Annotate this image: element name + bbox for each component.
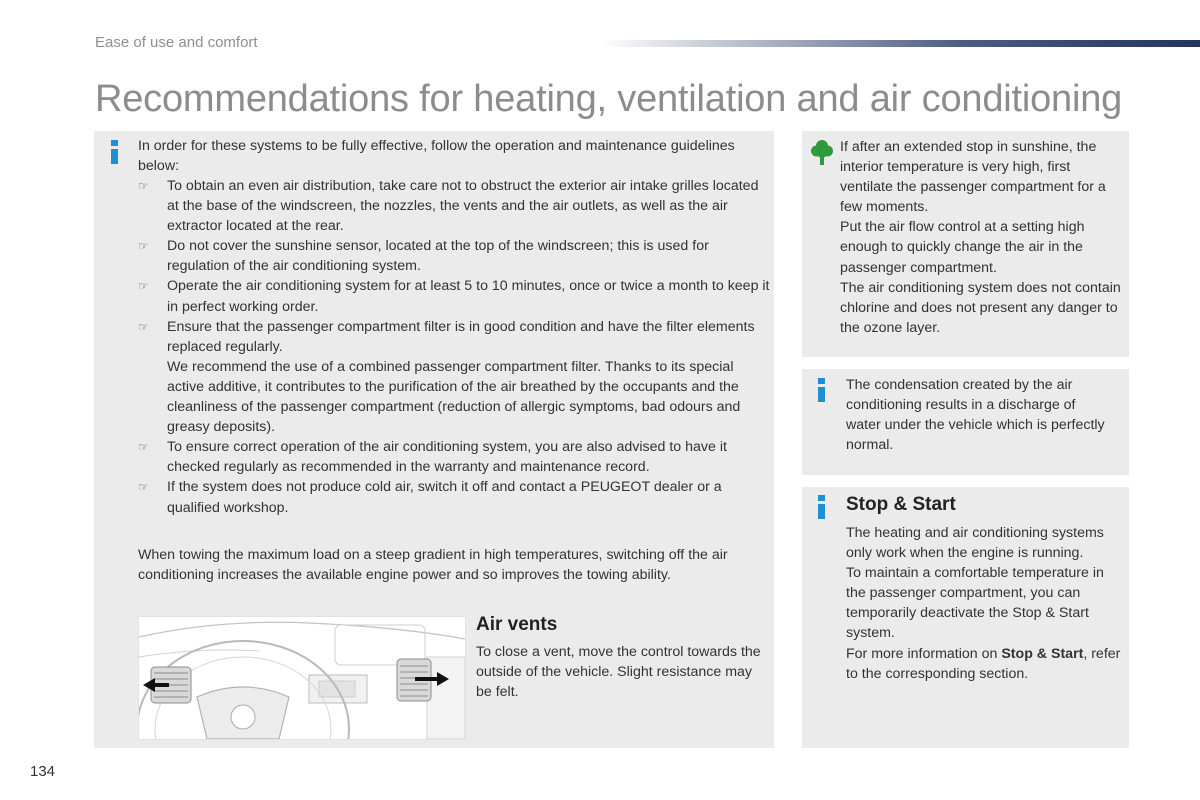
list-item [138, 176, 770, 236]
list-item-text: Ensure that the passenger compartment filter is in good condition and have the filter elements replaced regularly. [167, 318, 755, 355]
guideline-list [138, 176, 770, 518]
page-title: Recommendations for heating, ventilation and air conditioning [95, 78, 1123, 120]
list-item-text: To ensure correct operation of the air conditioning system, you are also advised to have it checked regularly as recommended in the warranty and maintenance record. [167, 439, 727, 476]
list-item-text: Operate the air conditioning system for at least 5 to 10 minutes, once or twice a month to keep it in perfect working order. [167, 278, 770, 315]
list-item [138, 437, 770, 477]
condensation-text: The condensation created by the air conditioning results in a discharge of water under the vehicle which is perfectly normal. [846, 377, 1105, 454]
section-header: Ease of use and comfort [95, 34, 258, 51]
bullet-icon: ☞ [138, 239, 149, 254]
dashboard-drawing [139, 617, 465, 739]
sunshine-text [840, 137, 1125, 338]
list-item [138, 236, 770, 276]
bullet-icon: ☞ [138, 440, 149, 455]
air-vents-title: Air vents [476, 614, 558, 635]
list-item-text: To obtain an even air distribution, take care not to obstruct the exterior air intake grilles located at the base of the windscreen, the nozzles, the vents and the air outlets, as well as the air extractor located at the rear. [167, 178, 759, 235]
stop-start-ref-post: , refer to the corresponding section. [846, 645, 1121, 682]
bullet-icon: ☞ [138, 480, 149, 495]
sunshine-paragraph: If after an extended stop in sunshine, the interior temperature is very high, first ventilate the passenger compartment for a few moments. [840, 139, 1106, 216]
list-item-text: Do not cover the sunshine sensor, located at the top of the windscreen; this is used for regulation of the air conditioning system. [167, 238, 709, 275]
list-item [138, 276, 770, 316]
stop-start-title: Stop & Start [846, 494, 956, 515]
towing-note: When towing the maximum load on a steep gradient in high temperatures, switching off the air conditioning increases the available engine power and so improves the towing ability. [138, 547, 728, 584]
sunshine-paragraph: The air conditioning system does not contain chlorine and does not present any danger to the ozone layer. [840, 279, 1121, 336]
list-item-text: If the system does not produce cold air, switch it off and contact a PEUGEOT dealer or a qualified workshop. [167, 479, 722, 516]
stop-start-paragraph: To maintain a comfortable temperature in the passenger compartment, you can temporarily deactivate the Stop & Start system. [846, 565, 1104, 642]
bullet-icon: ☞ [138, 319, 149, 334]
stop-start-paragraph [846, 644, 1126, 684]
stop-start-ref-bold: Stop & Start [1001, 645, 1084, 662]
stop-start-paragraph: The heating and air conditioning systems only work when the engine is running. [846, 525, 1104, 562]
bullet-icon: ☞ [138, 179, 149, 193]
list-item [138, 317, 770, 438]
bullet-icon: ☞ [138, 279, 149, 294]
stop-start-text [846, 523, 1126, 684]
list-item [138, 477, 770, 517]
filter-note: We recommend the use of a combined passenger compartment filter. Thanks to its special active additive, it contributes to the purification of the air breathed by the occupants and the cleanliness of the passenger compartment (reduction of allergic symptoms, bad odours and greasy deposits). [167, 358, 741, 436]
header-bar [600, 40, 1200, 47]
page-number: 134 [30, 763, 56, 780]
tree-icon [811, 139, 833, 165]
air-vents-text: To close a vent, move the control towards the outside of the vehicle. Slight resistance may be felt. [476, 644, 761, 701]
air-vents-illustration [138, 616, 466, 740]
sunshine-paragraph: Put the air flow control at a setting high enough to quickly change the air in the passenger compartment. [840, 219, 1085, 276]
intro-text: In order for these systems to be fully effective, follow the operation and maintenance guidelines below: [138, 138, 735, 175]
stop-start-ref-pre: For more information on [846, 645, 1002, 662]
